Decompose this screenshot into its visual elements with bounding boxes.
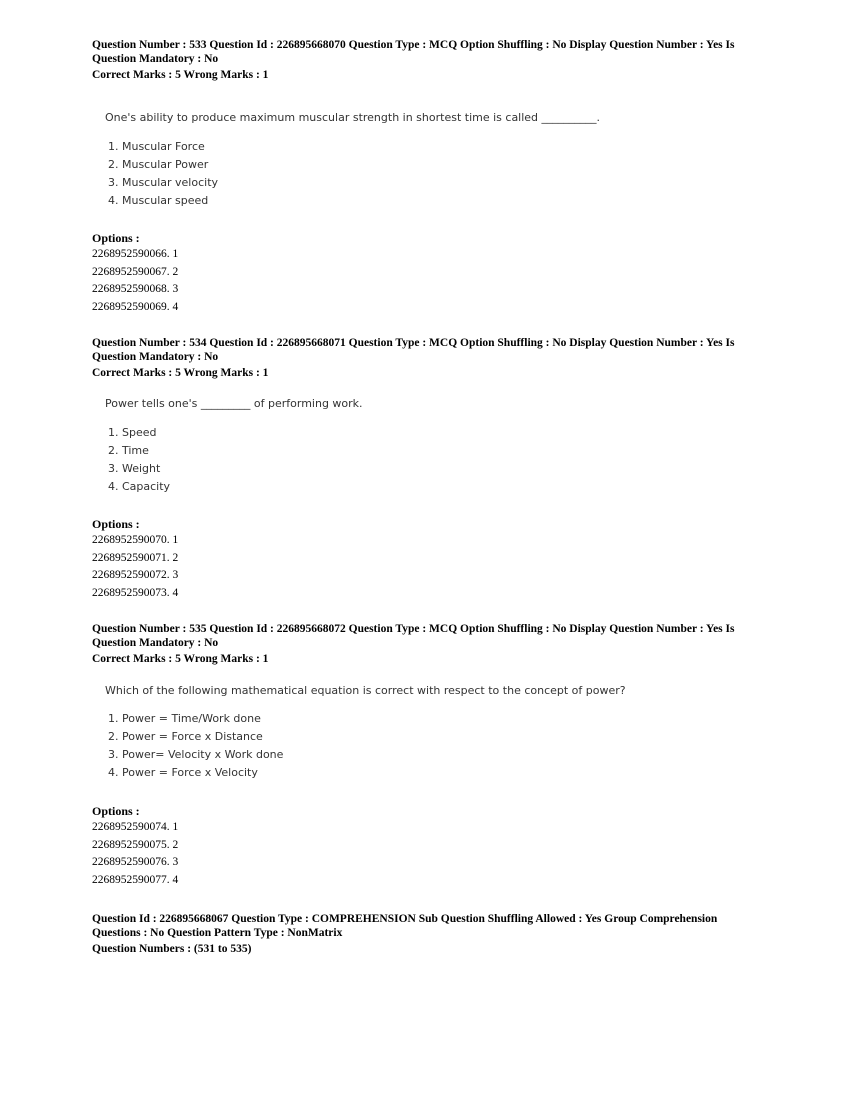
question-535-text: Which of the following mathematical equation is correct with respect to the concept of power?: [105, 684, 626, 697]
question-533-text: One's ability to produce maximum muscular strength in shortest time is called __________.: [105, 111, 601, 124]
comprehension-question-numbers: Question Numbers : (531 to 535): [92, 943, 252, 955]
question-534-header: [92, 336, 772, 380]
choice-item: 1. Power = Time/Work done: [108, 712, 261, 725]
option-id: 2268952590069. 4: [92, 300, 179, 313]
option-id: 2268952590068. 3: [92, 283, 179, 295]
question-meta-line: Question Number : 535 Question Id : 226895668072 Question Type : MCQ Option Shuffling : No Display Question Number : Yes Is: [92, 623, 735, 635]
question-meta-line: Question Number : 533 Question Id : 226895668070 Question Type : MCQ Option Shuffling : No Display Question Number : Yes Is: [92, 39, 735, 51]
choice-item: 2. Muscular Power: [108, 158, 209, 171]
question-534-choices: [108, 424, 170, 496]
question-533-header: [92, 38, 772, 82]
question-534-option-ids: [92, 532, 178, 602]
option-id: 2268952590073. 4: [92, 586, 179, 599]
question-533-option-ids: [92, 246, 178, 316]
option-id: 2268952590067. 2: [92, 265, 179, 278]
option-id: 2268952590071. 2: [92, 551, 179, 564]
question-534-text: Power tells one's _________ of performing work.: [105, 397, 363, 410]
question-mandatory-line: Question Mandatory : No: [92, 53, 219, 65]
comprehension-line-1: Question Id : 226895668067 Question Type : COMPREHENSION Sub Question Shuffling Allowed : Yes Group Comprehension: [92, 913, 718, 925]
question-marks-line: Correct Marks : 5 Wrong Marks : 1: [92, 69, 269, 81]
options-label: Options :: [92, 517, 140, 531]
question-535-choices: [108, 710, 283, 782]
question-marks-line: Correct Marks : 5 Wrong Marks : 1: [92, 367, 269, 379]
choice-item: 2. Power = Force x Distance: [108, 730, 263, 743]
choice-item: 1. Speed: [108, 426, 157, 439]
choice-item: 4. Muscular speed: [108, 194, 209, 207]
options-label: Options :: [92, 804, 140, 818]
question-mandatory-line: Question Mandatory : No: [92, 637, 219, 649]
option-id: 2268952590074. 1: [92, 821, 179, 833]
choice-item: 3. Muscular velocity: [108, 176, 219, 189]
question-meta-line: Question Number : 534 Question Id : 226895668071 Question Type : MCQ Option Shuffling : No Display Question Number : Yes Is: [92, 337, 735, 349]
option-id: 2268952590077. 4: [92, 873, 179, 886]
option-id: 2268952590075. 2: [92, 838, 179, 851]
choice-item: 1. Muscular Force: [108, 140, 205, 153]
comprehension-line-2: Questions : No Question Pattern Type : NonMatrix: [92, 927, 343, 939]
question-533-choices: [108, 138, 218, 210]
option-id: 2268952590070. 1: [92, 534, 179, 546]
question-535-option-ids: [92, 819, 178, 889]
choice-item: 3. Power= Velocity x Work done: [108, 748, 284, 761]
option-id: 2268952590066. 1: [92, 248, 179, 260]
option-id: 2268952590076. 3: [92, 856, 179, 868]
choice-item: 3. Weight: [108, 462, 161, 475]
comprehension-header: [92, 912, 772, 956]
question-marks-line: Correct Marks : 5 Wrong Marks : 1: [92, 653, 269, 665]
choice-item: 4. Capacity: [108, 480, 171, 493]
choice-item: 4. Power = Force x Velocity: [108, 766, 258, 779]
choice-item: 2. Time: [108, 444, 149, 457]
question-mandatory-line: Question Mandatory : No: [92, 351, 219, 363]
question-535-header: [92, 622, 772, 666]
option-id: 2268952590072. 3: [92, 569, 179, 581]
options-label: Options :: [92, 231, 140, 245]
